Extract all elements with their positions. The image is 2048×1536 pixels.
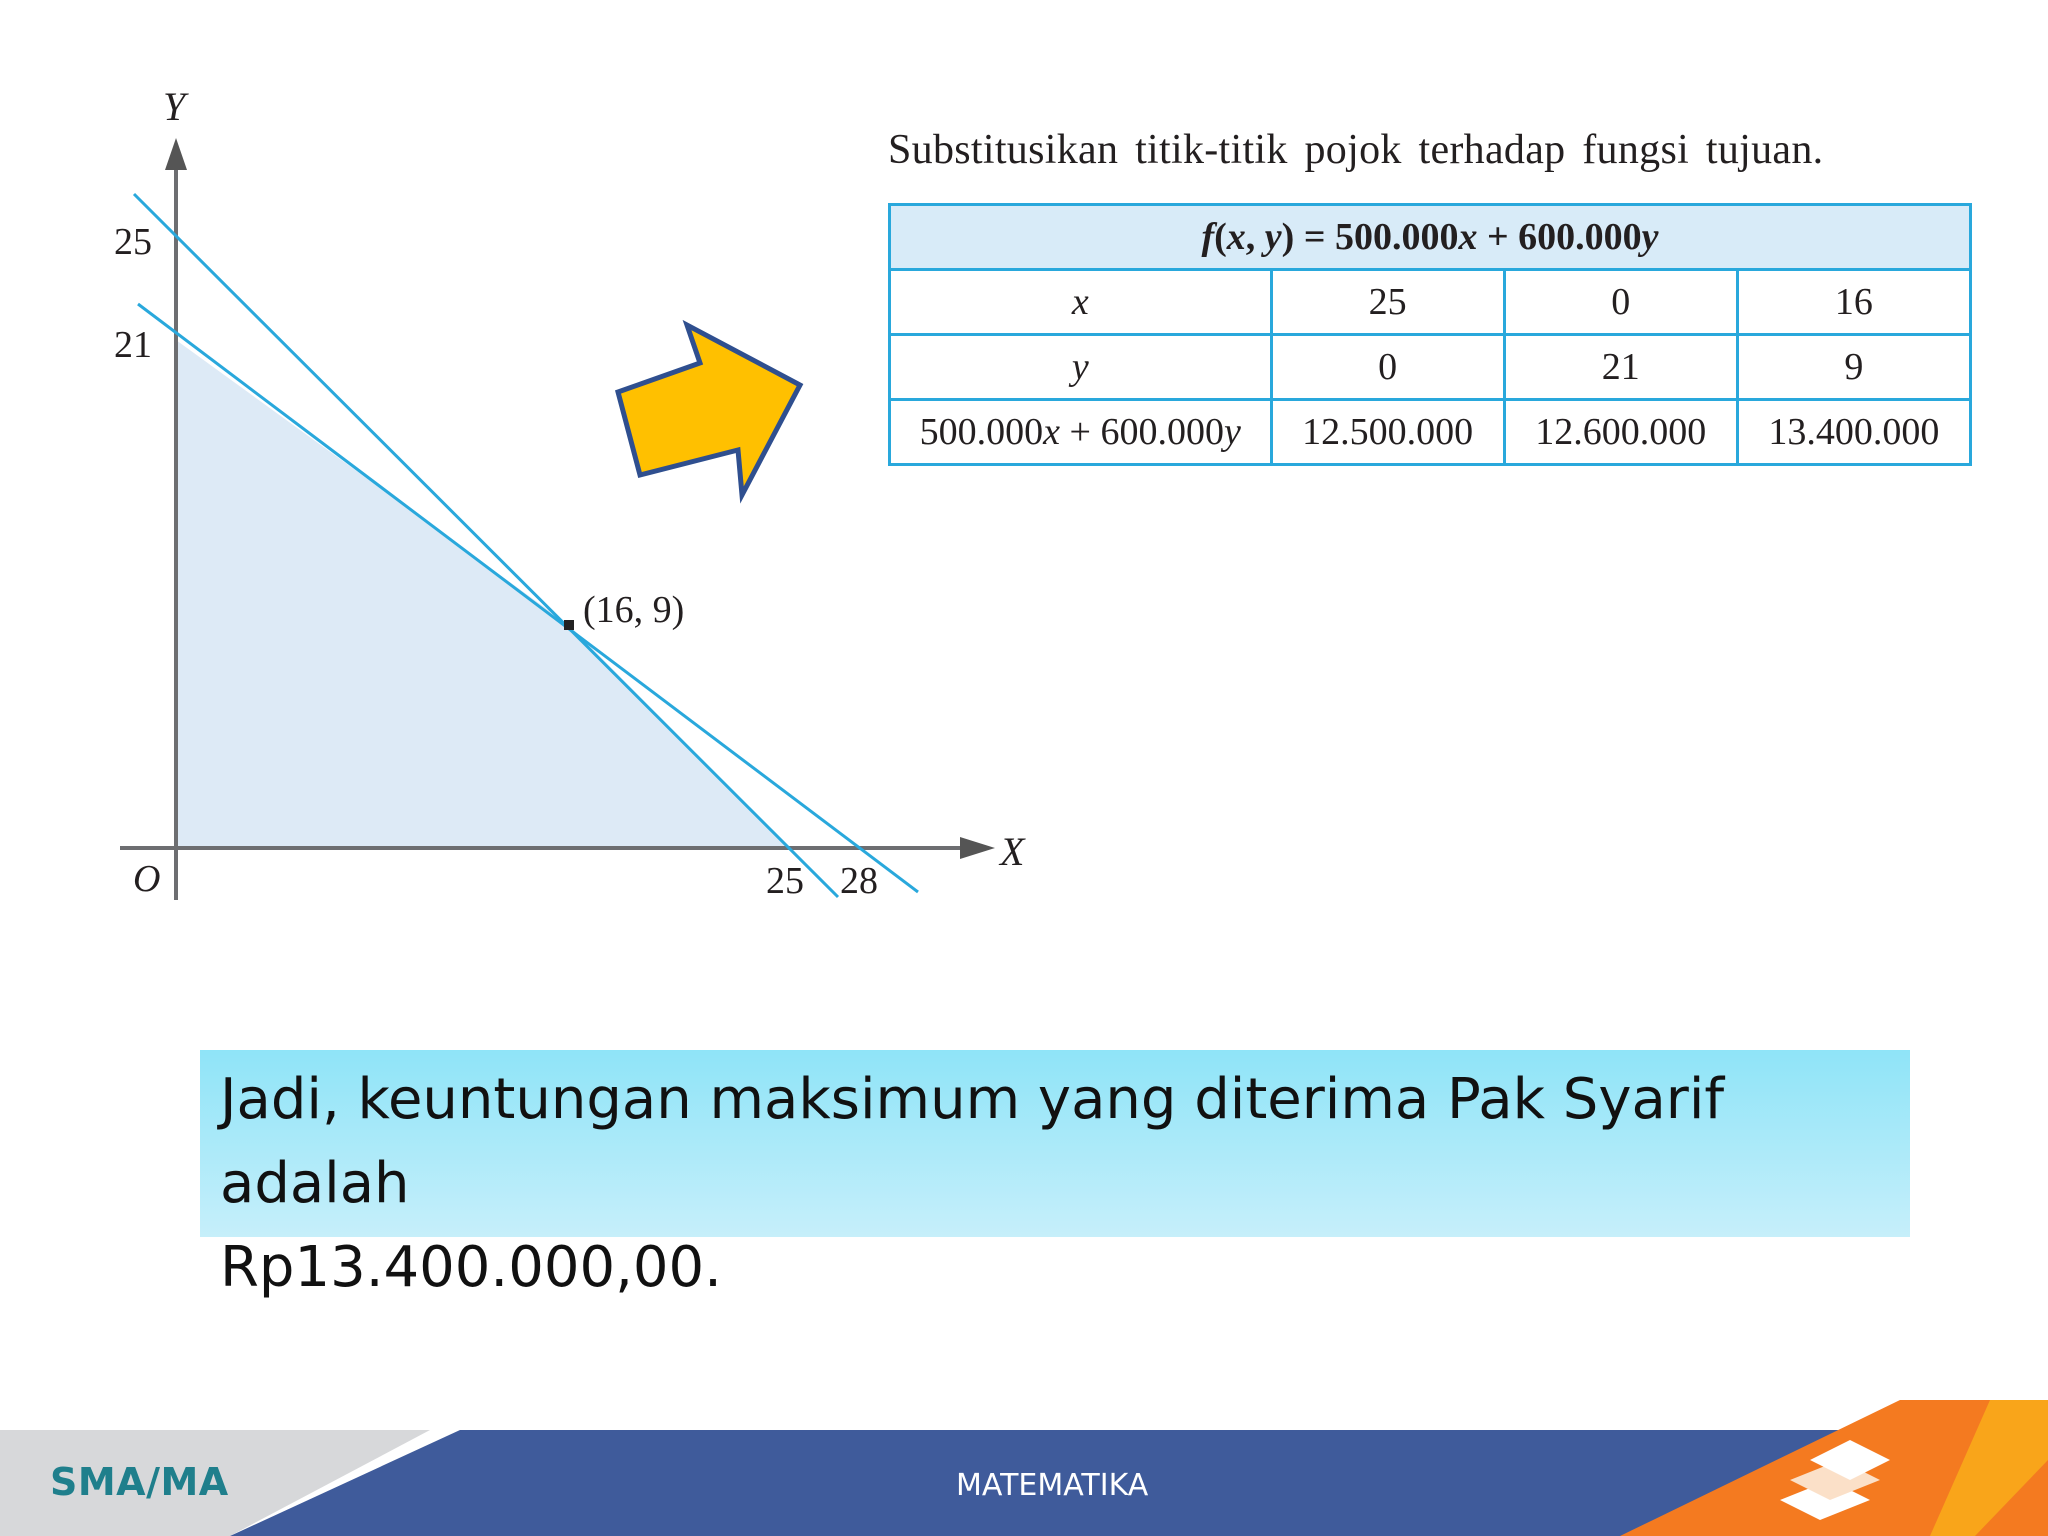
table-cell: 0	[1504, 270, 1737, 335]
row-label-function: 500.000x + 600.000y	[890, 400, 1272, 465]
arrow-right-icon	[600, 310, 820, 510]
table-row	[890, 335, 1971, 400]
conclusion-line-2: Rp13.400.000,00.	[220, 1235, 722, 1300]
corner-point-marker	[564, 620, 574, 630]
table-cell: 21	[1504, 335, 1737, 400]
row-label-x: x	[890, 270, 1272, 335]
table-cell: 0	[1271, 335, 1504, 400]
table-header-row	[890, 205, 1971, 270]
x-tick-label: 28	[840, 860, 878, 902]
substitution-table	[888, 203, 1972, 466]
instruction-text: Substitusikan titik-titik pojok terhadap fungsi tujuan.	[888, 127, 1824, 173]
table-cell: 12.600.000	[1504, 400, 1737, 465]
y-axis-arrowhead	[165, 138, 187, 170]
table-cell: 9	[1737, 335, 1970, 400]
conclusion-line-1: Jadi, keuntungan maksimum yang diterima Pak Syarif adalah	[220, 1067, 1725, 1216]
subject-label: MATEMATIKA	[956, 1468, 1149, 1503]
y-axis-label: Y	[163, 84, 186, 129]
school-level-label: SMA/MA	[50, 1460, 229, 1504]
y-tick-label: 25	[114, 221, 152, 263]
objective-function-header: f(x, y) = 500.000x + 600.000y	[890, 205, 1971, 270]
x-axis-arrowhead	[960, 837, 995, 859]
table-row	[890, 400, 1971, 465]
y-tick-label: 21	[114, 324, 152, 366]
table-row	[890, 270, 1971, 335]
table-cell: 16	[1737, 270, 1970, 335]
table-cell: 12.500.000	[1271, 400, 1504, 465]
origin-label: O	[133, 858, 161, 900]
x-tick-label: 25	[766, 860, 804, 902]
conclusion-box	[200, 1050, 1910, 1300]
row-label-y: y	[890, 335, 1272, 400]
corner-point-label: (16, 9)	[583, 589, 685, 631]
table-cell: 25	[1271, 270, 1504, 335]
table-cell: 13.400.000	[1737, 400, 1970, 465]
x-axis-label: X	[1000, 829, 1025, 874]
